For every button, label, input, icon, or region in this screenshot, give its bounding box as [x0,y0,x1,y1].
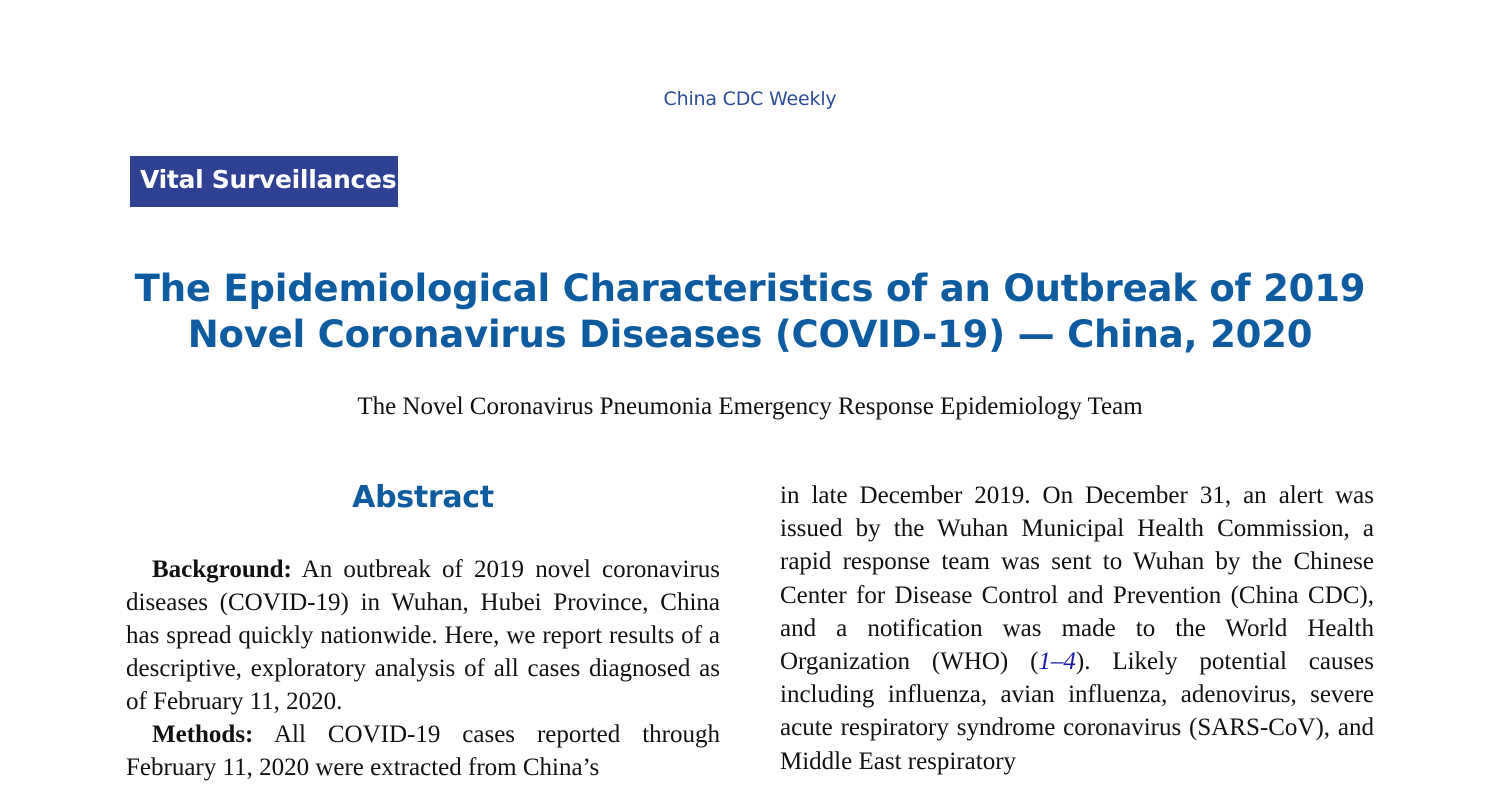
abstract-methods-paragraph [126,718,720,784]
article-authors: The Novel Coronavirus Pneumonia Emergency Response Epidemiology Team [357,393,1143,420]
methods-text: All COVID-19 cases reported through February 11, 2020 were extracted from China’s [126,721,720,781]
body-column [780,479,1374,778]
section-tag: Vital Surveillances [130,156,398,207]
abstract-heading: Abstract [352,480,494,515]
body-text-after-citation: ). Likely potential causes including influenza, avian influenza, adenovirus, severe acute respiratory syndrome coronavirus (SARS-CoV), and Middle East respiratory [780,648,1374,775]
methods-label: Methods: [152,721,254,748]
body-paragraph [780,479,1374,778]
article-title: The Epidemiological Characteristics of an Outbreak of 2019 Novel Coronavirus Diseases (COVID-19) — China, 2020 [134,267,1366,356]
background-label: Background: [152,556,292,583]
abstract-background-paragraph [126,553,720,718]
background-text: An outbreak of 2019 novel coronavirus diseases (COVID-19) in Wuhan, Hubei Province, China has spread quickly nationwide. Here, we report results of a descriptive, exploratory analysis of all cases diagnosed as of February 11, 2020. [126,556,720,715]
citation-link[interactable]: 1–4 [1038,648,1076,676]
body-text-before-citation: in late December 2019. On December 31, an alert was issued by the Wuhan Municipal Health Commission, a rapid response team was sent to Wuhan by the Chinese Center for Disease Control and Prevention (China CDC), and a notification was made to the World Health Organization (WHO) ( [780,482,1374,676]
abstract-column [126,553,720,784]
journal-name: China CDC Weekly [663,88,837,110]
